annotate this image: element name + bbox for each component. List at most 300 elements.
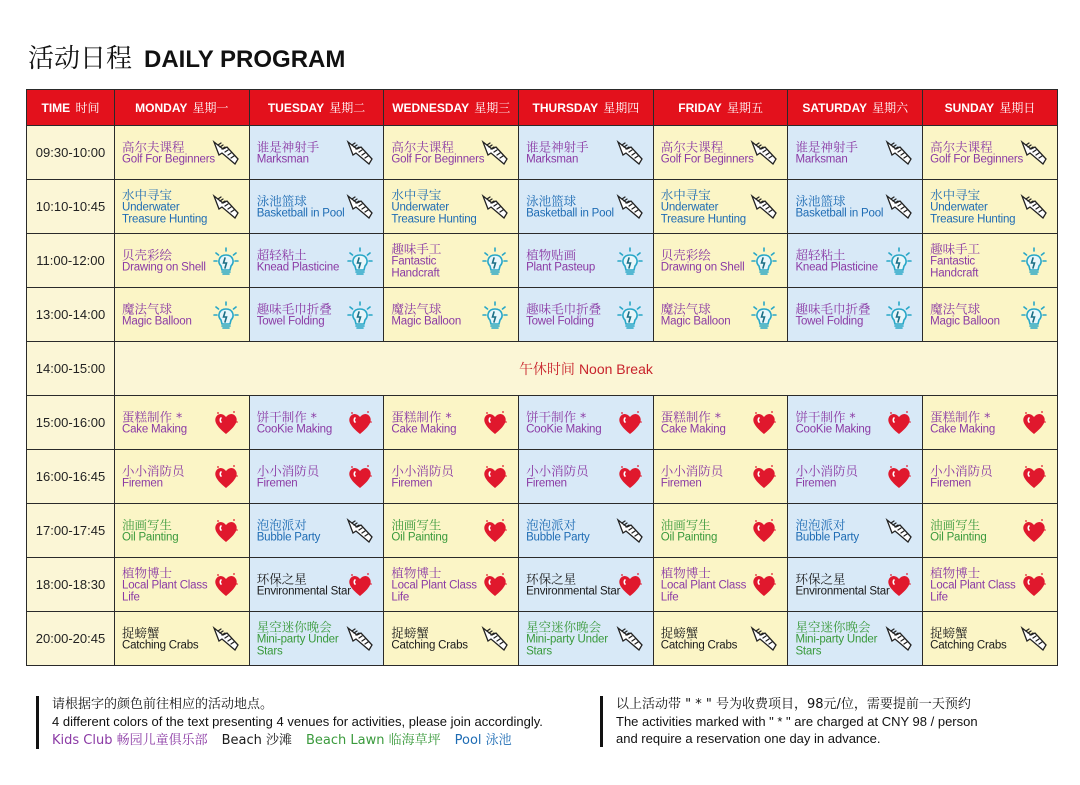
time-slot: 13:00-14:00 (27, 288, 115, 342)
light-bulb-icon (345, 246, 375, 276)
activity-cell (519, 180, 654, 234)
activity-cell (788, 450, 923, 504)
activity-cell (653, 180, 788, 234)
activity-cell (923, 450, 1058, 504)
activity-name-cn: 泡泡派对 (795, 516, 846, 532)
activity-cell (249, 234, 384, 288)
activity-name-cn: 饼干制作 * (256, 408, 317, 424)
activity-name-en: Cake Making (660, 423, 726, 436)
activity-cell (788, 558, 923, 612)
heart-icon (480, 408, 510, 438)
heart-icon (1019, 462, 1049, 492)
activity-name-en: Catching Crabs (930, 639, 1007, 652)
activity-cell (384, 504, 519, 558)
activity-name-en: Bubble Party (256, 531, 321, 544)
activity-cell (653, 450, 788, 504)
activity-name-en: Firemen (930, 477, 971, 490)
header-en: MONDAY (135, 101, 188, 115)
activity-name-en: Oil Painting (660, 531, 718, 544)
activity-cell (249, 180, 384, 234)
activity-name-en: Catching Crabs (391, 639, 468, 652)
time-slot: 17:00-17:45 (27, 504, 115, 558)
activity-cell (384, 558, 519, 612)
activity-cell (653, 126, 788, 180)
header-day (115, 90, 250, 126)
activity-name-en: Mini-party Under Stars (526, 633, 608, 658)
activity-name-en: Basketball in Pool (256, 207, 345, 220)
activity-name-cn: 捉螃蟹 (930, 624, 968, 640)
activity-cell (115, 612, 250, 666)
activity-name-en: CooKie Making (795, 423, 871, 436)
charge-notes (600, 696, 978, 747)
activity-cell (788, 234, 923, 288)
activity-name-en: Cake Making (122, 423, 187, 436)
activity-cell (384, 234, 519, 288)
activity-cell (384, 180, 519, 234)
header-cn: 星期三 (474, 101, 511, 115)
heart-icon (615, 408, 645, 438)
heart-icon (345, 570, 375, 600)
activity-cell (249, 612, 384, 666)
activity-name-cn: 油画写生 (660, 516, 711, 532)
activity-cell (923, 504, 1058, 558)
light-bulb-icon (1019, 300, 1049, 330)
light-bulb-icon (749, 300, 779, 330)
activity-name-en: Towel Folding (795, 315, 864, 328)
schedule-row (27, 342, 1058, 396)
activity-name-en: Golf For Beginners (391, 153, 485, 166)
activity-name-cn: 泳池篮球 (526, 192, 577, 208)
activity-name-en: Magic Balloon (122, 315, 192, 328)
schedule-row (27, 126, 1058, 180)
heart-icon (211, 408, 241, 438)
activity-name-en: Magic Balloon (930, 315, 1000, 328)
heart-icon (345, 462, 375, 492)
legend-item: Beach Lawn 临海草坪 (306, 733, 441, 748)
schedule-row (27, 234, 1058, 288)
time-slot: 10:10-10:45 (27, 180, 115, 234)
activity-cell (653, 396, 788, 450)
activity-cell (115, 450, 250, 504)
header-cn: 时间 (75, 101, 100, 115)
activity-name-en: Firemen (391, 477, 433, 490)
light-bulb-icon (615, 246, 645, 276)
activity-name-en: Bubble Party (795, 531, 859, 544)
activity-name-en: Marksman (256, 153, 309, 166)
time-slot: 18:00-18:30 (27, 558, 115, 612)
activity-name-cn: 泡泡派对 (526, 516, 577, 532)
activity-cell (923, 288, 1058, 342)
activity-name-cn: 魔法气球 (930, 300, 981, 316)
heart-icon (884, 570, 914, 600)
activity-cell (788, 180, 923, 234)
header-cn: 星期四 (603, 101, 640, 115)
heart-icon (884, 408, 914, 438)
header-row (27, 90, 1058, 126)
header-en: SATURDAY (802, 101, 867, 115)
light-bulb-icon (480, 246, 510, 276)
activity-name-cn: 小小消防员 (795, 462, 858, 478)
fin-icon (1019, 624, 1049, 654)
light-bulb-icon (345, 300, 375, 330)
activity-cell (519, 504, 654, 558)
fin-icon (884, 516, 914, 546)
activity-name-cn: 环保之星 (526, 570, 577, 586)
activity-cell (788, 504, 923, 558)
activity-name-en: Environmental Star (526, 585, 621, 598)
title-cn: 活动日程 (28, 44, 133, 74)
activity-cell (115, 126, 250, 180)
activity-cell (519, 450, 654, 504)
activity-cell (923, 234, 1058, 288)
activity-name-en: Mini-party Under Stars (256, 633, 339, 658)
activity-name-cn: 水中寻宝 (660, 186, 711, 202)
activity-cell (923, 180, 1058, 234)
activity-name-cn: 魔法气球 (391, 300, 442, 316)
activity-cell (115, 180, 250, 234)
activity-name-cn: 蛋糕制作 * (660, 408, 721, 424)
header-day (384, 90, 519, 126)
activity-cell (653, 504, 788, 558)
header-cn: 星期二 (329, 101, 366, 115)
activity-name-en: Underwater Treasure Hunting (391, 201, 477, 226)
heart-icon (749, 570, 779, 600)
activity-name-en: Magic Balloon (660, 315, 731, 328)
activity-name-en: Firemen (122, 477, 163, 490)
activity-name-cn: 小小消防员 (122, 462, 185, 478)
activity-cell (384, 396, 519, 450)
fin-icon (345, 516, 375, 546)
activity-name-cn: 植物博士 (391, 564, 442, 580)
activity-cell (923, 558, 1058, 612)
activity-name-cn: 蛋糕制作 * (391, 408, 452, 424)
fin-icon (884, 624, 914, 654)
activity-cell (519, 234, 654, 288)
fin-icon (345, 624, 375, 654)
schedule-row (27, 504, 1058, 558)
light-bulb-icon (211, 300, 241, 330)
activity-name-cn: 油画写生 (930, 516, 981, 532)
heart-icon (211, 462, 241, 492)
noon-break-cn: 午休时间 (518, 361, 575, 378)
activity-cell (519, 558, 654, 612)
activity-name-en: Firemen (660, 477, 702, 490)
activity-name-cn: 植物贴画 (526, 246, 577, 262)
schedule-row (27, 450, 1058, 504)
activity-name-cn: 高尔夫课程 (391, 138, 454, 154)
activity-name-cn: 小小消防员 (526, 462, 589, 478)
fin-icon (615, 516, 645, 546)
header-en: SUNDAY (944, 101, 994, 115)
activity-name-en: Underwater Treasure Hunting (930, 201, 1016, 226)
activity-name-en: Fantastic Handcraft (391, 255, 440, 280)
activity-name-en: Firemen (526, 477, 567, 490)
activity-name-cn: 魔法气球 (122, 300, 173, 316)
activity-name-en: Mini-party Under Stars (795, 633, 878, 658)
activity-name-en: Towel Folding (256, 315, 325, 328)
heart-icon (884, 462, 914, 492)
header-en: TIME (41, 101, 71, 115)
activity-name-cn: 泳池篮球 (795, 192, 846, 208)
header-en: WEDNESDAY (392, 101, 469, 115)
activity-name-en: Local Plant Class Life (660, 579, 747, 604)
activity-name-en: Knead Plasticine (795, 261, 878, 274)
activity-name-cn: 高尔夫课程 (930, 138, 993, 154)
title-en: DAILY PROGRAM (144, 46, 346, 73)
activity-name-en: Magic Balloon (391, 315, 462, 328)
fin-icon (749, 624, 779, 654)
activity-cell (115, 234, 250, 288)
light-bulb-icon (480, 300, 510, 330)
activity-cell (249, 288, 384, 342)
heart-icon (615, 462, 645, 492)
header-en: TUESDAY (267, 101, 324, 115)
fin-icon (211, 138, 241, 168)
activity-cell (788, 396, 923, 450)
activity-name-en: Oil Painting (391, 531, 448, 544)
activity-name-cn: 贝壳彩绘 (660, 246, 711, 262)
activity-name-cn: 水中寻宝 (930, 186, 981, 202)
activity-name-cn: 油画写生 (122, 516, 173, 532)
activity-cell (788, 126, 923, 180)
time-slot: 11:00-12:00 (27, 234, 115, 288)
activity-cell (384, 126, 519, 180)
fin-icon (211, 192, 241, 222)
activity-name-cn: 谁是神射手 (526, 138, 589, 154)
activity-cell (249, 504, 384, 558)
activity-cell (923, 126, 1058, 180)
noon-break-en: Noon Break (578, 360, 653, 377)
schedule-row (27, 558, 1058, 612)
activity-cell (115, 288, 250, 342)
schedule-row (27, 396, 1058, 450)
venue-note-cn: 请根据字的颜色前往相应的活动地点。 (52, 697, 274, 712)
venue-note-en: 4 different colors of the text presenting 4 venues for activities, please join accordingly. (52, 714, 543, 729)
header-cn: 星期一 (192, 101, 229, 115)
activity-name-cn: 小小消防员 (256, 462, 320, 478)
activity-cell (384, 450, 519, 504)
activity-name-en: Basketball in Pool (526, 207, 614, 220)
activity-name-cn: 捉螃蟹 (122, 624, 160, 640)
activity-name-cn: 环保之星 (795, 570, 846, 586)
activity-name-cn: 小小消防员 (930, 462, 993, 478)
time-slot: 15:00-16:00 (27, 396, 115, 450)
activity-name-en: Plant Pasteup (526, 261, 596, 274)
heart-icon (211, 570, 241, 600)
activity-cell (384, 288, 519, 342)
fin-icon (615, 192, 645, 222)
header-cn: 星期六 (872, 101, 909, 115)
activity-cell (115, 558, 250, 612)
activity-name-en: Local Plant Class Life (930, 579, 1016, 604)
activity-name-en: Drawing on Shell (122, 261, 206, 274)
activity-cell (923, 396, 1058, 450)
activity-name-en: Catching Crabs (660, 639, 738, 652)
activity-name-cn: 谁是神射手 (795, 138, 858, 154)
fin-icon (749, 138, 779, 168)
heart-icon (480, 462, 510, 492)
activity-cell (519, 126, 654, 180)
activity-cell (788, 612, 923, 666)
fin-icon (1019, 138, 1049, 168)
activity-name-cn: 高尔夫课程 (122, 138, 185, 154)
activity-name-en: Cake Making (391, 423, 457, 436)
activity-cell (519, 612, 654, 666)
activity-name-cn: 趣味手工 (391, 240, 442, 256)
activity-name-cn: 饼干制作 * (526, 408, 587, 424)
activity-name-cn: 星空迷你晚会 (526, 618, 602, 634)
activity-name-en: Oil Painting (930, 531, 987, 544)
activity-name-en: Cake Making (930, 423, 996, 436)
fin-icon (615, 138, 645, 168)
heart-icon (1019, 570, 1049, 600)
activity-name-en: Oil Painting (122, 531, 179, 544)
heart-icon (480, 516, 510, 546)
activity-name-en: Local Plant Class Life (391, 579, 477, 604)
activity-name-cn: 蛋糕制作 * (930, 408, 991, 424)
activity-name-cn: 星空迷你晚会 (256, 618, 332, 634)
fin-icon (345, 192, 375, 222)
activity-cell (923, 612, 1058, 666)
schedule-row (27, 180, 1058, 234)
heart-icon (615, 570, 645, 600)
activity-name-en: Basketball in Pool (795, 207, 884, 220)
activity-name-cn: 超轻粘土 (256, 246, 307, 262)
charge-note-en-2: and require a reservation one day in advance. (616, 731, 881, 746)
header-en: THURSDAY (532, 101, 598, 115)
activity-name-en: Golf For Beginners (660, 153, 754, 166)
time-slot: 16:00-16:45 (27, 450, 115, 504)
activity-name-cn: 趣味毛巾折叠 (526, 300, 602, 316)
light-bulb-icon (615, 300, 645, 330)
activity-name-cn: 植物博士 (122, 564, 173, 580)
activity-name-cn: 饼干制作 * (795, 408, 856, 424)
activity-cell (653, 612, 788, 666)
activity-name-cn: 泳池篮球 (256, 192, 307, 208)
header-time (27, 90, 115, 126)
header-day (788, 90, 923, 126)
activity-cell (249, 450, 384, 504)
activity-cell (249, 396, 384, 450)
noon-break (115, 342, 1058, 396)
fin-icon (884, 192, 914, 222)
fin-icon (615, 624, 645, 654)
legend-item: Kids Club 畅园儿童俱乐部 (52, 733, 208, 748)
activity-name-cn: 环保之星 (256, 570, 307, 586)
activity-name-cn: 捉螃蟹 (660, 624, 699, 640)
activity-name-cn: 水中寻宝 (391, 186, 442, 202)
heart-icon (1019, 516, 1049, 546)
fin-icon (749, 192, 779, 222)
activity-name-cn: 魔法气球 (660, 300, 711, 316)
header-day (249, 90, 384, 126)
activity-name-en: Environmental Star (256, 585, 351, 598)
heart-icon (749, 462, 779, 492)
activity-cell (519, 288, 654, 342)
activity-cell (384, 612, 519, 666)
heart-icon (480, 570, 510, 600)
activity-name-cn: 趣味手工 (930, 240, 981, 256)
activity-name-cn: 油画写生 (391, 516, 442, 532)
activity-name-en: Underwater Treasure Hunting (122, 201, 208, 226)
activity-cell (653, 234, 788, 288)
fin-icon (480, 138, 510, 168)
activity-name-en: Golf For Beginners (930, 153, 1024, 166)
activity-name-cn: 小小消防员 (391, 462, 454, 478)
time-slot: 14:00-15:00 (27, 342, 115, 396)
header-day (923, 90, 1058, 126)
fin-icon (884, 138, 914, 168)
header-day (519, 90, 654, 126)
activity-name-cn: 贝壳彩绘 (122, 246, 173, 262)
activity-name-cn: 趣味毛巾折叠 (256, 300, 332, 316)
activity-name-cn: 星空迷你晚会 (795, 618, 871, 634)
activity-name-cn: 植物博士 (930, 564, 981, 580)
activity-name-cn: 植物博士 (660, 564, 711, 580)
schedule-row (27, 288, 1058, 342)
activity-name-en: Marksman (795, 153, 848, 166)
activity-name-en: Bubble Party (526, 531, 590, 544)
activity-name-en: Underwater Treasure Hunting (660, 201, 746, 226)
activity-name-en: Firemen (256, 477, 298, 490)
activity-name-cn: 水中寻宝 (122, 186, 173, 202)
venue-legend (52, 732, 543, 749)
time-slot: 20:00-20:45 (27, 612, 115, 666)
activity-name-en: CooKie Making (526, 423, 602, 436)
fin-icon (345, 138, 375, 168)
activity-name-cn: 泡泡派对 (256, 516, 307, 532)
charge-note-cn: 以上活动带 " * " 号为收费项目，98元/位，需要提前一天预约 (616, 697, 971, 712)
activity-cell (788, 288, 923, 342)
activity-name-cn: 谁是神射手 (256, 138, 320, 154)
heart-icon (1019, 408, 1049, 438)
light-bulb-icon (1019, 246, 1049, 276)
legend-item: Pool 泳池 (454, 733, 512, 748)
activity-name-cn: 捉螃蟹 (391, 624, 429, 640)
activity-name-en: Towel Folding (526, 315, 594, 328)
activity-cell (653, 558, 788, 612)
heart-icon (749, 408, 779, 438)
header-en: FRIDAY (678, 101, 722, 115)
activity-name-cn: 超轻粘土 (795, 246, 846, 262)
time-slot: 09:30-10:00 (27, 126, 115, 180)
activity-name-en: Knead Plasticine (256, 261, 340, 274)
venue-notes (36, 696, 543, 749)
fin-icon (1019, 192, 1049, 222)
activity-name-en: CooKie Making (256, 423, 333, 436)
fin-icon (480, 624, 510, 654)
activity-name-en: Environmental Star (795, 585, 890, 598)
header-cn: 星期五 (726, 101, 763, 115)
heart-icon (345, 408, 375, 438)
heart-icon (749, 516, 779, 546)
activity-name-en: Local Plant Class Life (122, 579, 208, 604)
legend-item: Beach 沙滩 (221, 733, 293, 748)
light-bulb-icon (884, 246, 914, 276)
activity-name-cn: 蛋糕制作 * (122, 408, 183, 424)
light-bulb-icon (749, 246, 779, 276)
activity-name-cn: 高尔夫课程 (660, 138, 724, 154)
schedule-row (27, 612, 1058, 666)
activity-name-en: Drawing on Shell (660, 261, 745, 274)
activity-name-en: Golf For Beginners (122, 153, 215, 166)
fin-icon (211, 624, 241, 654)
activity-cell (115, 396, 250, 450)
light-bulb-icon (884, 300, 914, 330)
activity-name-en: Firemen (795, 477, 837, 490)
activity-cell (653, 288, 788, 342)
header-day (653, 90, 788, 126)
